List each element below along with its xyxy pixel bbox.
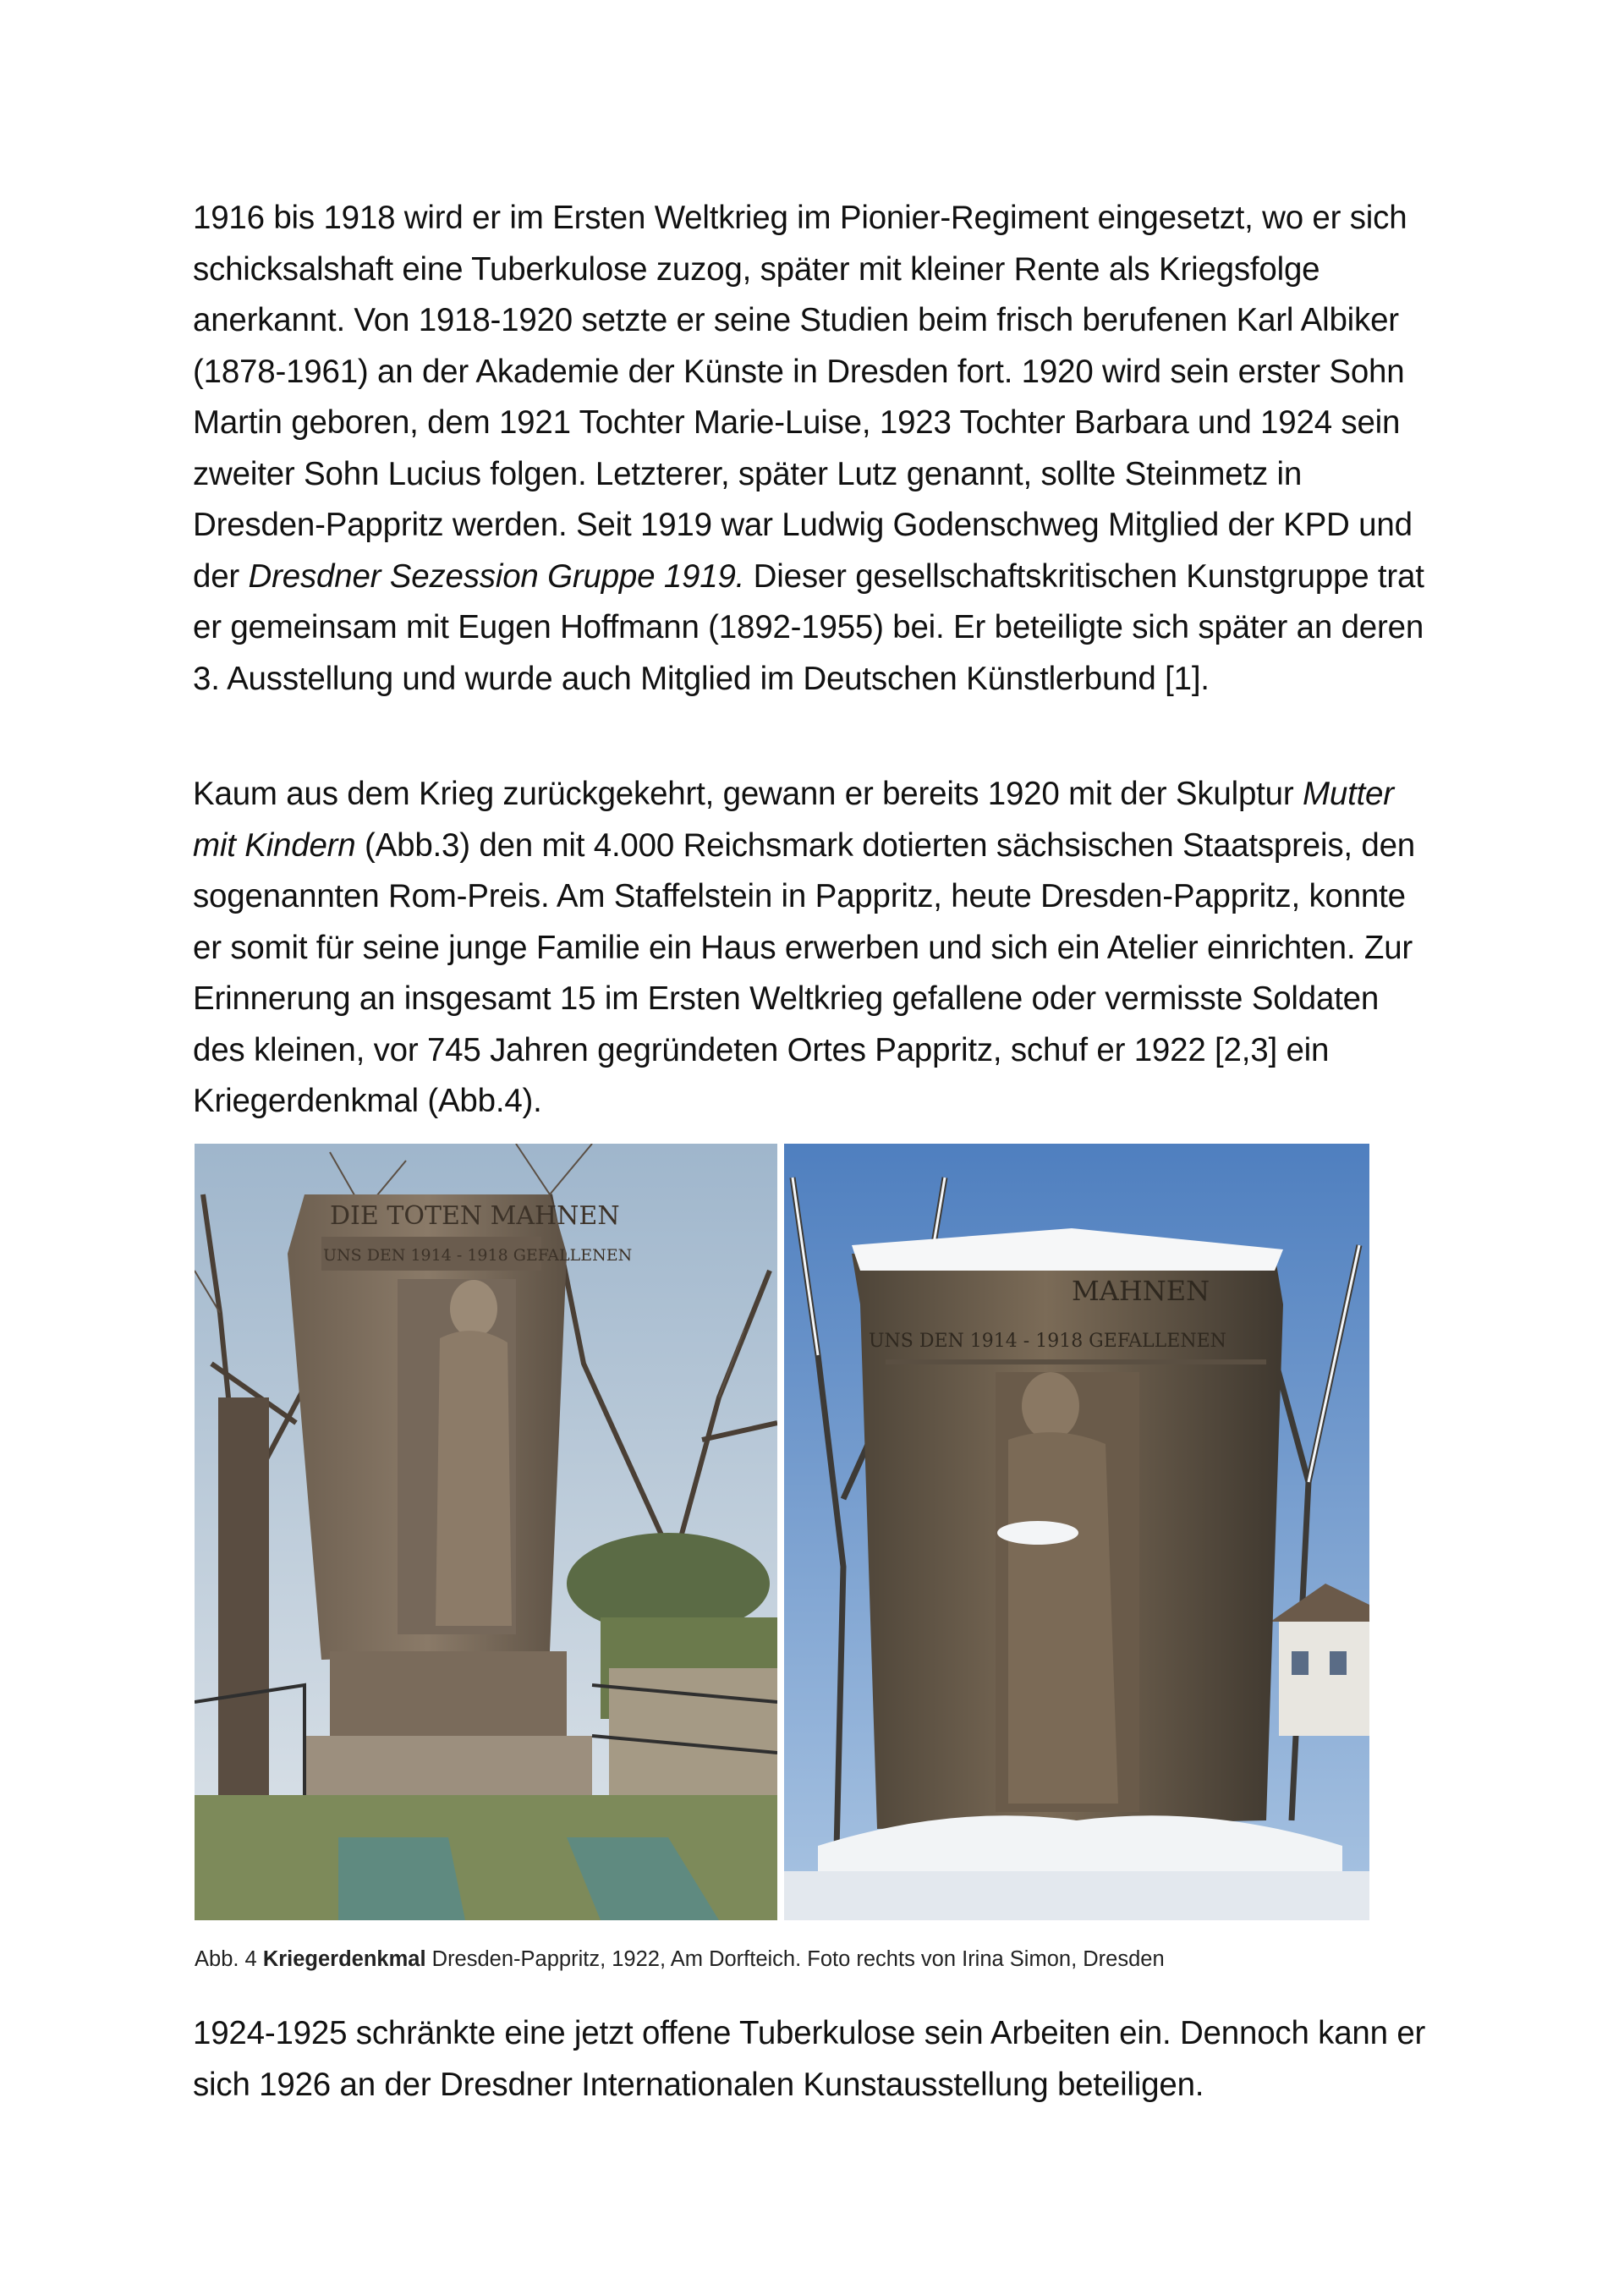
memorial-photo-right: [784, 1144, 1369, 1920]
caption-rest: Dresden-Pappritz, 1922, Am Dorfteich. Foto rechts von Irina Simon, Dresden: [425, 1947, 1165, 1971]
figure-caption: [195, 1944, 1463, 1974]
memorial-photo-right-image: [784, 1144, 1369, 1920]
paragraph-2-italic: Mutter mit Kindern: [193, 776, 1394, 864]
paragraph-2-text-a: Kaum aus dem Krieg zurückgekehrt, gewann er bereits 1920 mit der Skulptur: [193, 776, 1303, 812]
left-inscription-top: DIE TOTEN MAHNEN: [330, 1201, 620, 1231]
left-inscription-bottom: UNS DEN 1914 - 1918 GEFALLENEN: [323, 1246, 633, 1265]
memorial-photo-left: [195, 1144, 777, 1920]
right-inscription-bottom: UNS DEN 1914 - 1918 GEFALLENEN: [869, 1331, 1226, 1352]
paragraph-2-text-b: (Abb.3) den mit 4.000 Reichsmark dotierten sächsischen Staatspreis, den sogenannten Rom-Preis. Am Staffelstein in Pappritz, heute Dresden-Pappritz, konnte er somit für seine junge Familie ein Haus erwerben und sich ein Atelier einrichten. Zur Erinnerung an insgesamt 15 im Ersten Weltkrieg gefallene oder vermisste Soldaten des kleinen, vor 745 Jahren gegründeten Ortes Pappritz, schuf er 1922 [2,3] ein Kriegerdenkmal (Abb.4).: [193, 826, 1416, 1119]
paragraph-1: [193, 193, 1436, 705]
paragraph-3: [193, 2008, 1436, 2111]
caption-bold: Kriegerdenkmal: [262, 1947, 426, 1971]
memorial-photo-left-image: [195, 1144, 777, 1920]
paragraph-1-text-b: Dieser gesellschaftskritischen Kunstgruppe trat er gemeinsam mit Eugen Hoffmann (1892-1955) bei. Er beteiligte sich später an deren 3. Ausstellung und wurde auch Mitglied im Deutschen Künstlerbund [1].: [193, 557, 1424, 697]
right-inscription-top: MAHNEN: [1072, 1275, 1210, 1307]
paragraph-3-text: 1924-1925 schränkte eine jetzt offene Tuberkulose sein Arbeiten ein. Dennoch kann er sich 1926 an der Dresdner Internationalen Kunstausstellung beteiligen.: [193, 2015, 1426, 2103]
paragraph-1-text-a: 1916 bis 1918 wird er im Ersten Weltkrieg im Pionier-Regiment eingesetzt, wo er sich schicksalshaft eine Tuberkulose zuzog, später mit kleiner Rente als Kriegsfolge anerkannt. Von 1918-1920 setzte er seine Studien beim frisch berufenen Karl Albiker (1878-1961) an der Akademie der Künste in Dresden fort. 1920 wird sein erster Sohn Martin geboren, dem 1921 Tochter Marie-Luise, 1923 Tochter Barbara und 1924 sein zweiter Sohn Lucius folgen. Letzterer, später Lutz genannt, sollte Steinmetz in Dresden-Pappritz werden. Seit 1919 war Ludwig Godenschweg Mitglied der KPD und der: [193, 200, 1413, 595]
caption-prefix: Abb. 4: [195, 1947, 263, 1971]
paragraph-1-italic: Dresdner Sezession Gruppe 1919.: [248, 557, 745, 595]
paragraph-2: [193, 769, 1436, 1128]
